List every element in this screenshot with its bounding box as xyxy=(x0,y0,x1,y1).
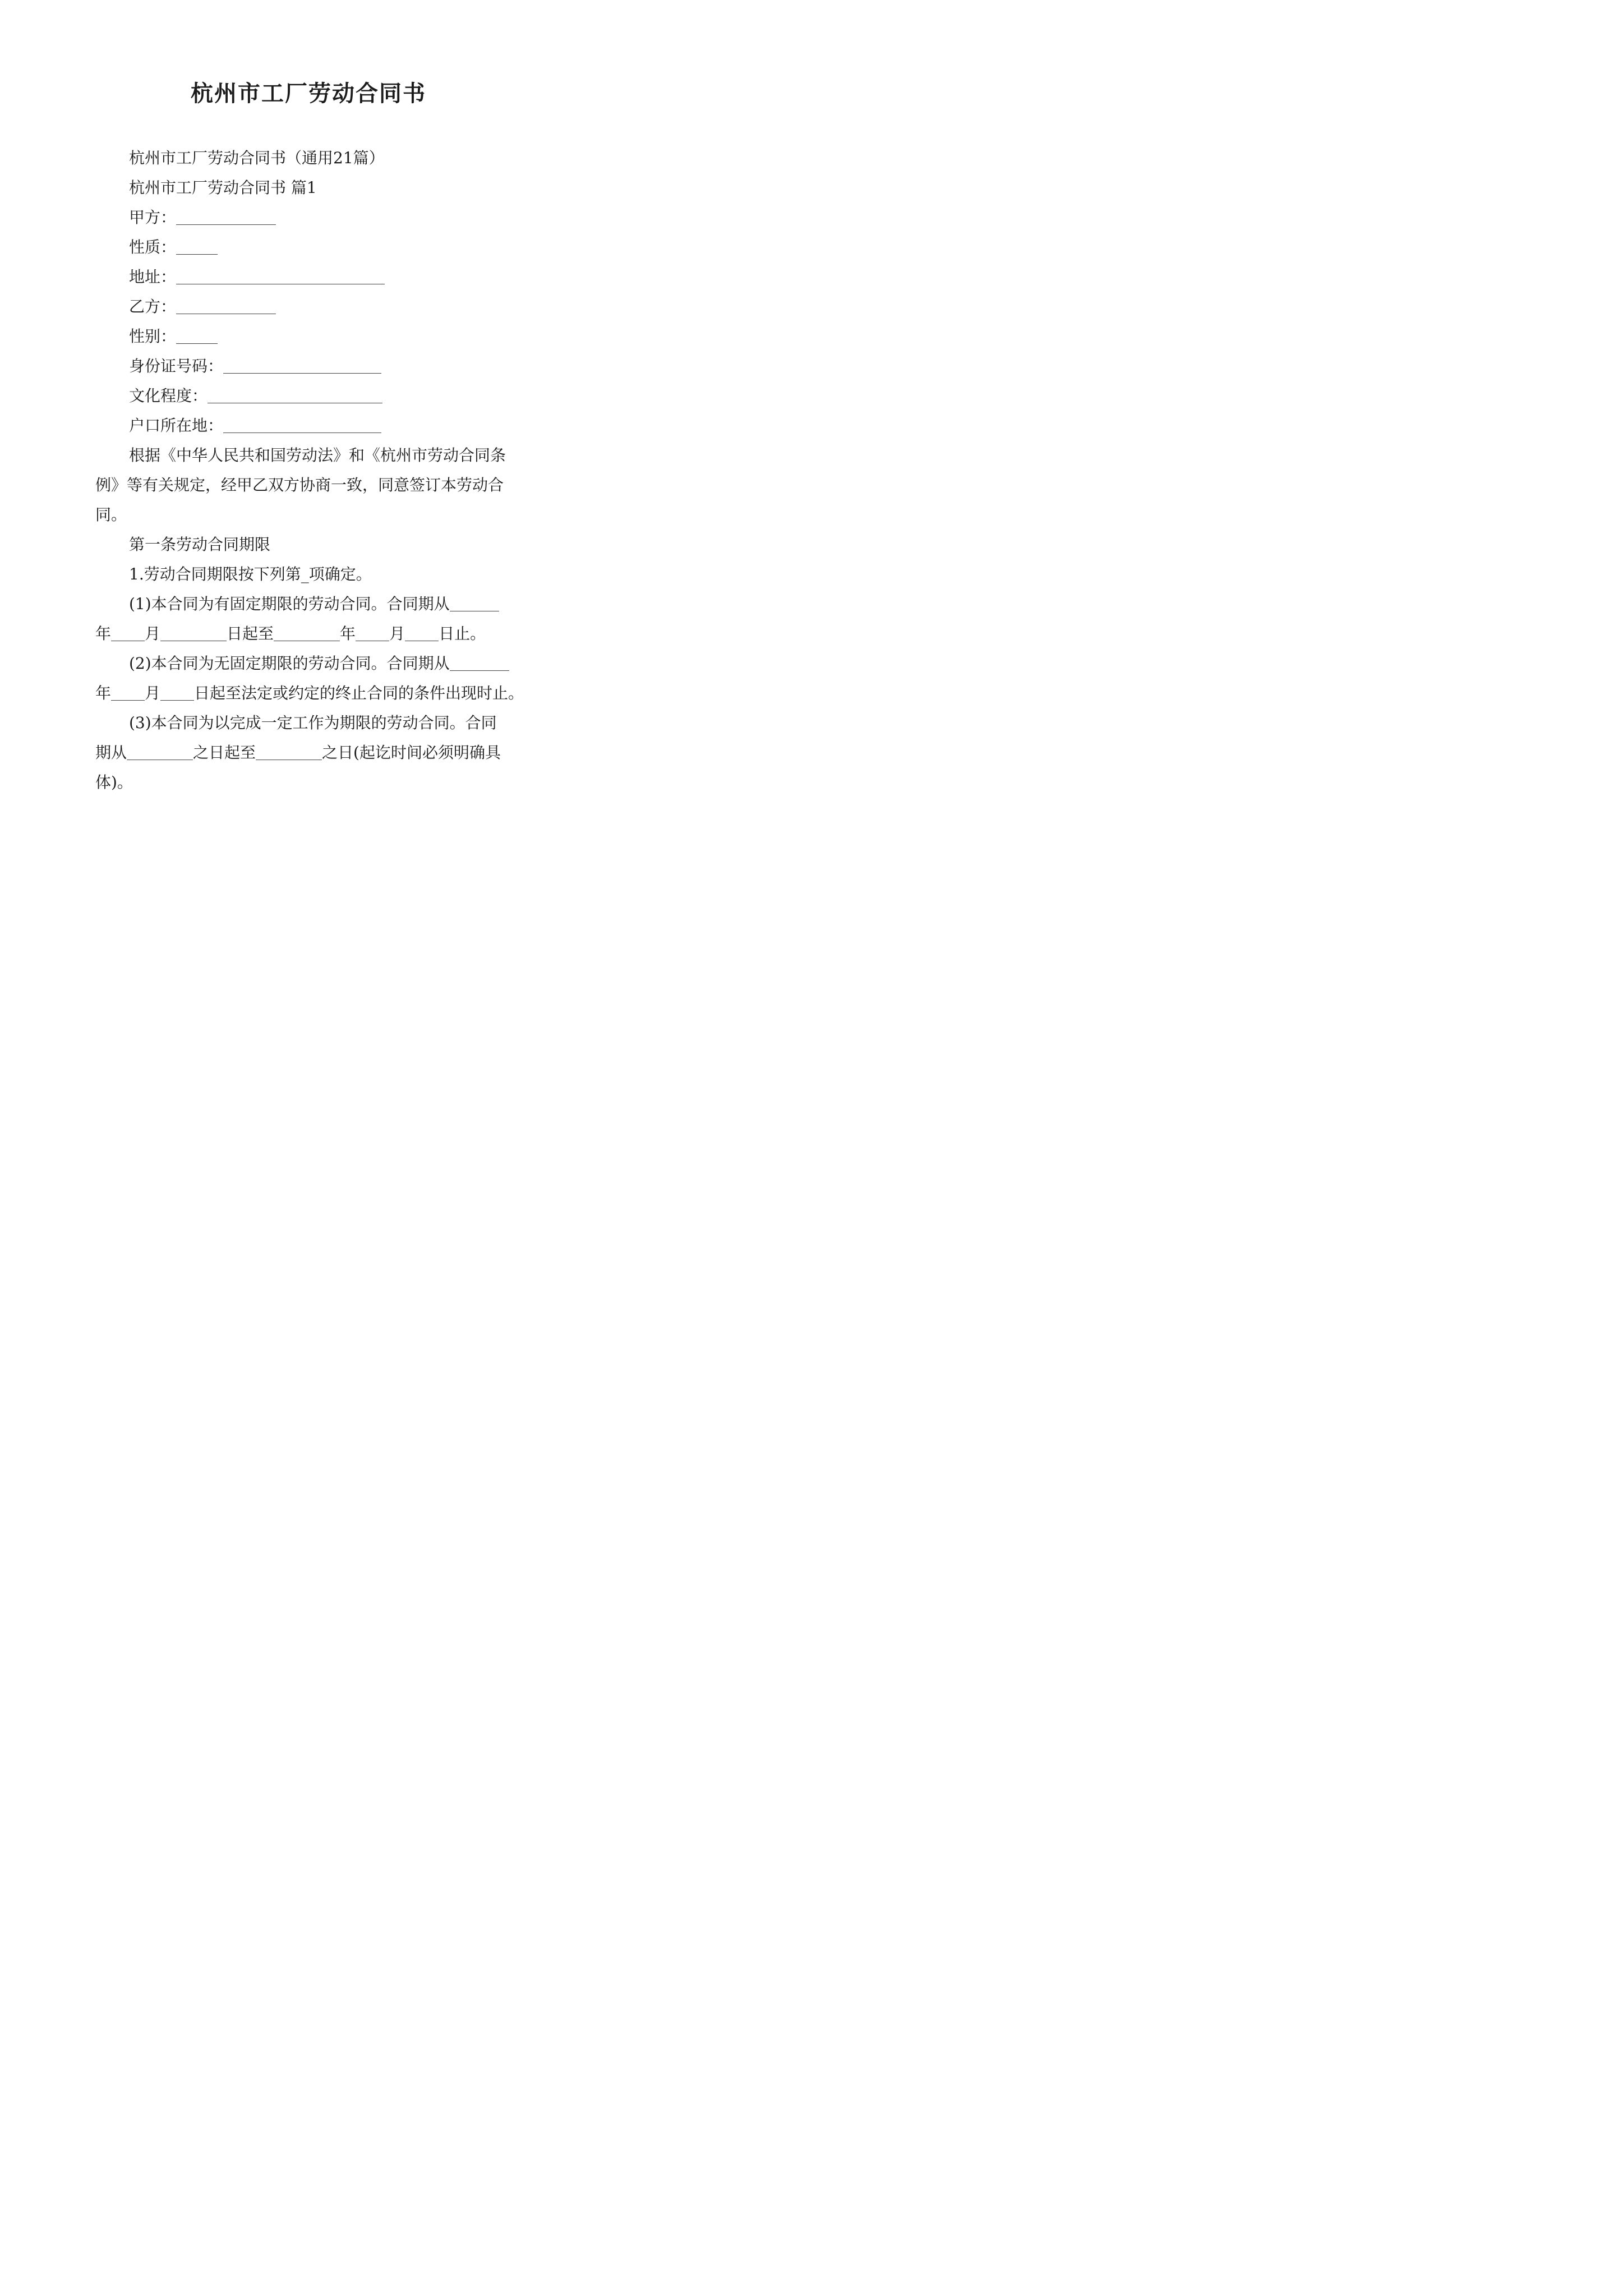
party-a-field xyxy=(129,210,276,226)
end-label: 日止。 xyxy=(439,624,486,643)
id-number-field xyxy=(129,358,381,374)
intro-line-3: 同。 xyxy=(95,505,127,524)
clause-1-text: (1)本合同为有固定期限的劳动合同。合同期从 xyxy=(129,595,450,613)
party-b-blank[interactable] xyxy=(176,299,276,314)
hukou-label: 户口所在地： xyxy=(129,416,224,435)
intro-line-1: 根据《中华人民共和国劳动法》和《杭州市劳动合同条 xyxy=(129,446,506,464)
address-blank[interactable] xyxy=(176,269,385,284)
clause-3-line-3: 体)。 xyxy=(95,773,133,792)
clause-2-month-label: 月 xyxy=(145,684,161,702)
clause-3-mid: 之日起至 xyxy=(193,743,256,762)
end-month-blank[interactable] xyxy=(356,626,389,641)
intro-line-2: 例》等有关规定，经甲乙双方协商一致，同意签订本劳动合 xyxy=(95,476,504,494)
month-label-2: 月 xyxy=(389,624,405,643)
gender-blank[interactable] xyxy=(176,329,218,344)
gender-field xyxy=(129,329,218,344)
id-number-blank[interactable] xyxy=(223,358,381,374)
clause-2-rest: 日起至法定或约定的终止合同的条件出现时止。 xyxy=(194,684,524,702)
document-subtitle: 杭州市工厂劳动合同书（通用21篇） xyxy=(129,149,385,167)
month-label: 月 xyxy=(145,624,161,643)
clause-2-line-2 xyxy=(95,685,524,701)
clause-2-year-blank[interactable] xyxy=(450,656,509,671)
party-b-field xyxy=(129,299,276,315)
clause-3-start-blank[interactable] xyxy=(127,745,193,760)
nature-blank[interactable] xyxy=(176,240,218,255)
from-label: 日起至 xyxy=(227,624,274,643)
section-heading: 杭州市工厂劳动合同书 篇1 xyxy=(129,178,317,197)
clause-2-year-label: 年 xyxy=(95,684,112,702)
hukou-field xyxy=(129,418,381,434)
year-label-2: 年 xyxy=(340,624,356,643)
document-title: 杭州市工厂劳动合同书 xyxy=(191,80,426,107)
gender-label: 性别： xyxy=(129,327,177,346)
clause-3-start: 期从 xyxy=(95,743,127,762)
clause-1-line-1 xyxy=(129,596,499,612)
education-field xyxy=(129,388,382,404)
address-field xyxy=(129,269,385,285)
education-label: 文化程度： xyxy=(129,386,208,405)
clause-2-month-blank[interactable] xyxy=(111,685,145,701)
education-blank[interactable] xyxy=(208,388,382,403)
start-year-blank[interactable] xyxy=(450,596,499,611)
nature-field xyxy=(129,240,218,255)
article-1-title: 第一条劳动合同期限 xyxy=(129,535,271,554)
clause-3-rest: 之日(起讫时间必须明确具 xyxy=(322,743,501,762)
id-number-label: 身份证号码： xyxy=(129,357,224,375)
clause-3-end-blank[interactable] xyxy=(256,745,322,760)
hukou-blank[interactable] xyxy=(223,418,381,433)
address-label: 地址： xyxy=(129,268,177,286)
party-a-label: 甲方： xyxy=(129,208,177,227)
clause-3-line-2 xyxy=(95,745,501,761)
clause-2-text: (2)本合同为无固定期限的劳动合同。合同期从 xyxy=(129,654,450,673)
party-a-blank[interactable] xyxy=(176,210,276,225)
item-1: 1.劳动合同期限按下列第_项确定。 xyxy=(129,565,372,583)
party-b-label: 乙方： xyxy=(129,297,177,316)
start-day-blank[interactable] xyxy=(160,626,227,641)
clause-2-line-1 xyxy=(129,656,509,671)
end-day-blank[interactable] xyxy=(405,626,439,641)
end-year-blank[interactable] xyxy=(274,626,340,641)
start-month-blank[interactable] xyxy=(111,626,145,641)
document-page xyxy=(0,0,617,873)
nature-label: 性质： xyxy=(129,238,177,256)
clause-3-line-1: (3)本合同为以完成一定工作为期限的劳动合同。合同 xyxy=(129,714,497,732)
clause-2-day-blank[interactable] xyxy=(160,685,194,701)
clause-1-line-2 xyxy=(95,626,486,642)
year-label: 年 xyxy=(95,624,112,643)
